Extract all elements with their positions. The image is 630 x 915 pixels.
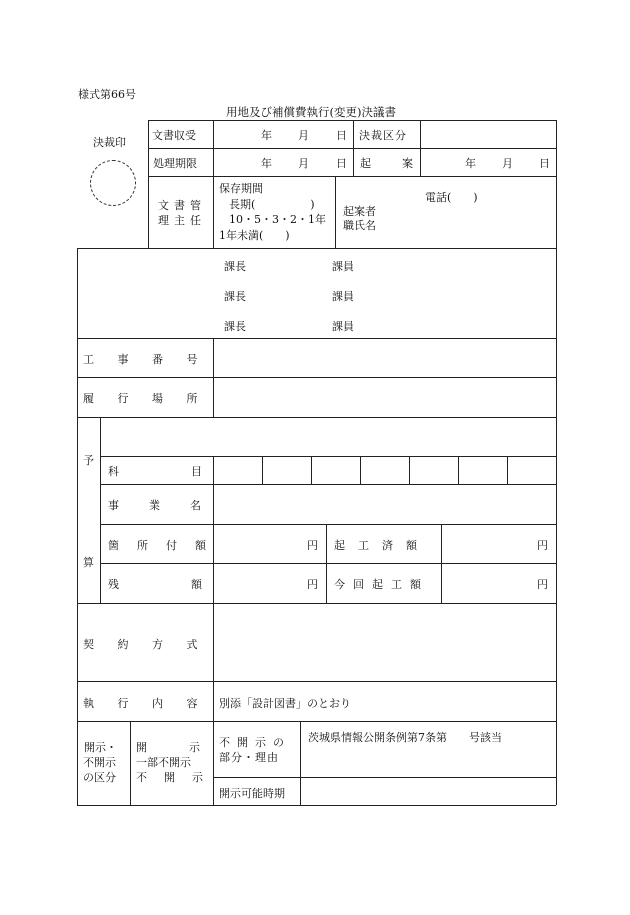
balance-label: 残額 bbox=[108, 578, 274, 591]
rule bbox=[130, 721, 131, 805]
balance-yen: 円 bbox=[307, 578, 318, 591]
rule bbox=[100, 563, 556, 564]
approval-chief-3: 課長 bbox=[224, 320, 246, 333]
rule bbox=[100, 524, 556, 525]
approval-stamp-circle bbox=[90, 160, 136, 206]
rule bbox=[77, 805, 556, 806]
deadline-day: 日 bbox=[336, 157, 347, 170]
document-title: 用地及び補償費執行(変更)決議書 bbox=[226, 105, 396, 119]
rule bbox=[507, 456, 508, 484]
process-deadline-label: 処理期限 bbox=[153, 157, 197, 170]
rule bbox=[100, 456, 556, 457]
location-value[interactable] bbox=[215, 379, 553, 415]
rule bbox=[77, 338, 556, 339]
stamp-label: 決裁印 bbox=[93, 136, 126, 149]
rule bbox=[148, 176, 556, 177]
budget-top-value[interactable] bbox=[102, 419, 553, 454]
rule bbox=[311, 456, 312, 484]
approval-class-value[interactable] bbox=[422, 121, 554, 147]
drafting-label: 起 案 bbox=[360, 157, 423, 170]
drafting-day: 日 bbox=[539, 157, 550, 170]
budget-label-bottom: 算 bbox=[83, 556, 94, 569]
disclosure-class-label: 開示・ 不開示 の区分 bbox=[83, 741, 117, 784]
rule bbox=[300, 721, 301, 805]
rule bbox=[100, 484, 556, 485]
rule bbox=[77, 603, 556, 604]
location-label: 履行場所 bbox=[83, 392, 221, 405]
drafter-label: 起案者 職氏名 bbox=[343, 205, 376, 232]
started-amount-yen: 円 bbox=[537, 539, 548, 552]
rule bbox=[148, 120, 149, 248]
approval-staff-3: 課員 bbox=[332, 320, 354, 333]
project-label: 事業名 bbox=[108, 499, 231, 512]
current-amount-yen: 円 bbox=[537, 578, 548, 591]
rule bbox=[441, 524, 442, 603]
drafting-year: 年 bbox=[465, 157, 476, 170]
section-amount-label: 箇所付額 bbox=[108, 539, 224, 552]
drafting-month: 月 bbox=[502, 157, 513, 170]
rule bbox=[213, 777, 556, 778]
ordinance-text: 茨城県情報公開条例第7条第 号該当 bbox=[308, 731, 502, 744]
execution-value: 別添「設計図書」のとおり bbox=[219, 697, 351, 710]
approval-class-label: 決裁区分 bbox=[359, 129, 407, 142]
rule bbox=[556, 120, 557, 805]
rule bbox=[458, 456, 459, 484]
deadline-month: 月 bbox=[298, 157, 309, 170]
construction-no-value[interactable] bbox=[215, 340, 553, 376]
rule bbox=[77, 248, 556, 249]
rule bbox=[77, 248, 78, 805]
item-label: 科目 bbox=[108, 465, 274, 478]
started-amount-label: 起工済額 bbox=[334, 539, 430, 552]
rule bbox=[360, 456, 361, 484]
doc-receipt-label: 文書収受 bbox=[152, 129, 196, 142]
budget-label-top: 予 bbox=[83, 454, 94, 467]
rule bbox=[77, 377, 556, 378]
section-amount-yen: 円 bbox=[307, 539, 318, 552]
approval-staff-2: 課員 bbox=[332, 290, 354, 303]
phone-label: 電話( ) bbox=[425, 191, 478, 204]
approval-staff-1: 課員 bbox=[332, 260, 354, 273]
disclosure-time-value[interactable] bbox=[302, 779, 553, 803]
contract-method-value[interactable] bbox=[215, 605, 553, 679]
execution-label: 執行内容 bbox=[83, 697, 221, 710]
rule bbox=[77, 721, 556, 722]
contract-method-label: 契約方式 bbox=[83, 638, 221, 651]
form-number: 様式第66号 bbox=[78, 88, 136, 101]
rule bbox=[213, 120, 214, 248]
receipt-year: 年 bbox=[261, 129, 272, 142]
construction-no-label: 工事番号 bbox=[83, 353, 221, 366]
rule bbox=[100, 417, 101, 603]
rule bbox=[148, 148, 556, 149]
approval-chief-2: 課長 bbox=[224, 290, 246, 303]
disclosure-options: 開示 一部不開示 不開示 bbox=[136, 741, 242, 784]
rule bbox=[77, 417, 556, 418]
approval-chief-1: 課長 bbox=[224, 260, 246, 273]
doc-manager-label: 文書管 理主任 bbox=[158, 199, 206, 227]
receipt-month: 月 bbox=[298, 129, 309, 142]
current-amount-label: 今回起工額 bbox=[334, 578, 429, 591]
rule bbox=[409, 456, 410, 484]
retention-period: 保存期間 長期( ) 10・5・3・2・1年 1年未満( ) bbox=[219, 182, 326, 242]
non-disclosure-reason-label: 不開示の 部分・理由 bbox=[219, 736, 291, 764]
receipt-day: 日 bbox=[336, 129, 347, 142]
deadline-year: 年 bbox=[261, 157, 272, 170]
rule bbox=[335, 176, 336, 248]
rule bbox=[77, 681, 556, 682]
rule bbox=[353, 120, 354, 176]
rule bbox=[326, 524, 327, 603]
disclosure-time-label: 開示可能時期 bbox=[219, 787, 285, 800]
